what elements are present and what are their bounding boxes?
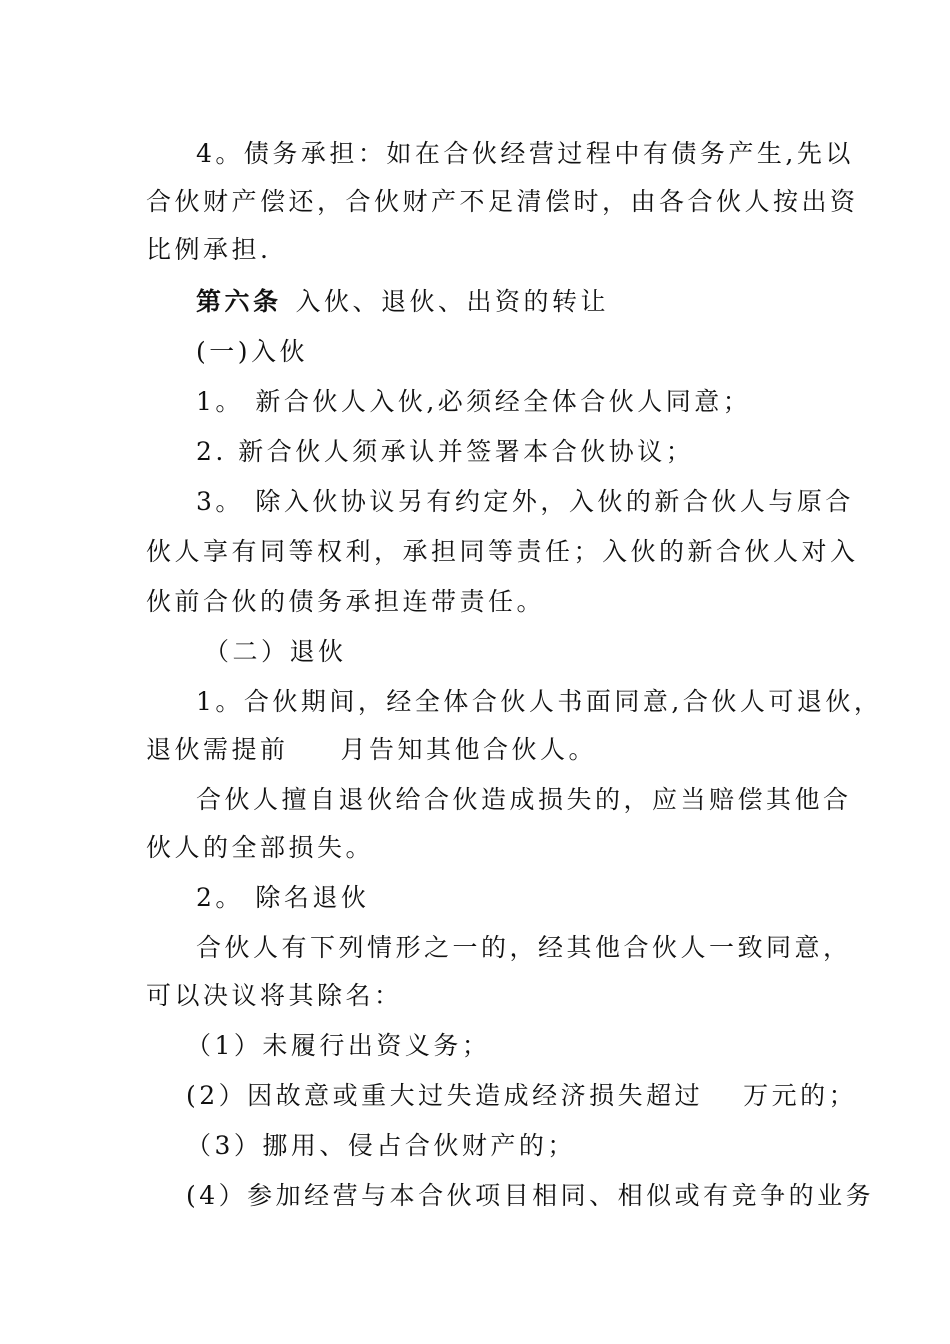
text-line: 3。 除入伙协议另有约定外，入伙的新合伙人与原合 xyxy=(196,487,854,516)
text-line: 伙人的全部损失。 xyxy=(146,833,375,862)
list-item: （3）挪用、侵占合伙财产的； xyxy=(186,1131,576,1160)
text-line: 合伙人有下列情形之一的，经其他合伙人一致同意， xyxy=(196,933,852,962)
text-line: 伙前合伙的债务承担连带责任。 xyxy=(146,587,546,616)
text-line: 伙人享有同等权利，承担同等责任；入伙的新合伙人对入 xyxy=(146,537,859,566)
list-item: （1）未履行出资义务； xyxy=(186,1031,491,1060)
text-line xyxy=(146,734,597,766)
text-fragment: 月告知其他合伙人。 xyxy=(340,735,598,764)
text-line: 1。合伙期间，经全体合伙人书面同意,合伙人可退伙， xyxy=(196,687,883,716)
text-line: 2。 除名退伙 xyxy=(196,883,370,912)
text-line: 比例承担. xyxy=(146,235,272,264)
text-fragment: 万元的； xyxy=(743,1081,858,1110)
text-line: 合伙人擅自退伙给合伙造成损失的，应当赔偿其他合 xyxy=(196,785,852,814)
text-fragment: 退伙需提前 xyxy=(146,735,289,764)
text-line: 可以决议将其除名： xyxy=(146,981,403,1010)
list-item xyxy=(186,1080,857,1112)
text-fragment: (2）因故意或重大过失造成经济损失超过 xyxy=(186,1081,704,1110)
section-heading: (一)入伙 xyxy=(196,337,309,366)
text-line: 4。债务承担：如在合伙经营过程中有债务产生,先以 xyxy=(196,139,854,168)
text-line: 合伙财产偿还，合伙财产不足清偿时，由各合伙人按出资 xyxy=(146,187,859,216)
section-heading: （二）退伙 xyxy=(204,637,347,666)
article-heading-line xyxy=(196,286,609,318)
article-title: 入伙、退伙、出资的转让 xyxy=(295,287,610,316)
article-number: 第六条 xyxy=(196,287,282,316)
text-line: 2. 新合伙人须承认并签署本合伙协议； xyxy=(196,437,695,466)
list-item: (4）参加经营与本合伙项目相同、相似或有竞争的业务 xyxy=(186,1181,875,1210)
text-line: 1。 新合伙人入伙,必须经全体合伙人同意； xyxy=(196,387,752,416)
